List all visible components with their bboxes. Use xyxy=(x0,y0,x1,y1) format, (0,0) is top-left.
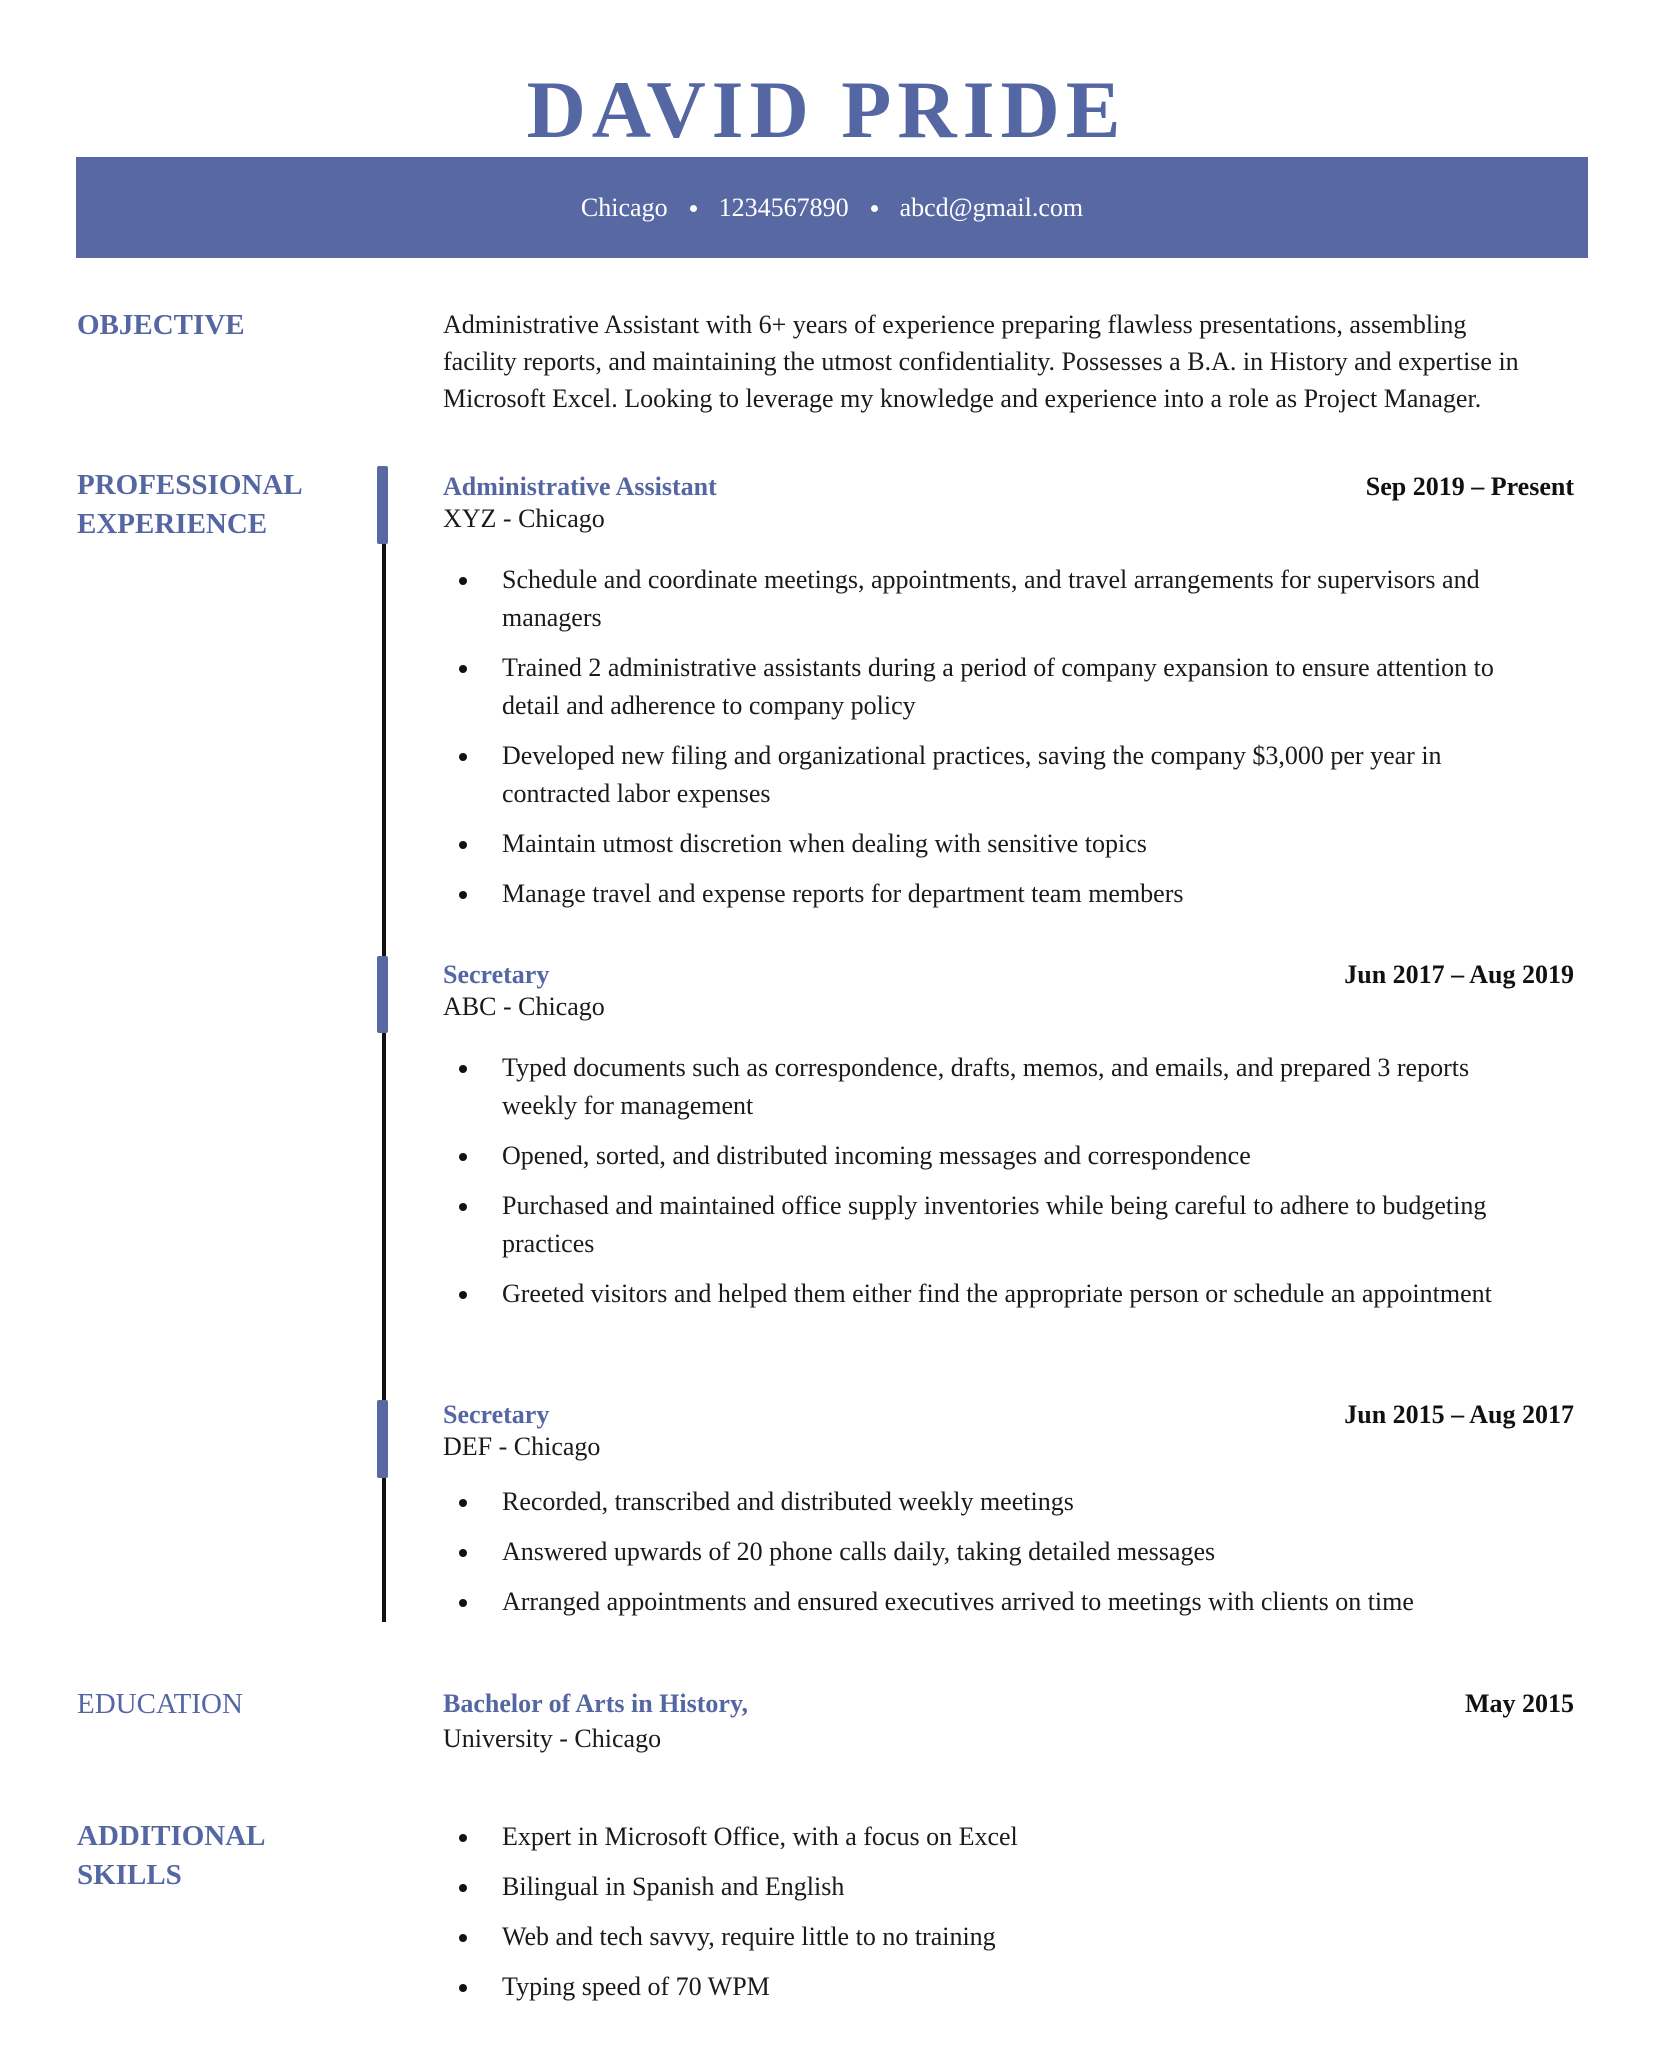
objective-text xyxy=(443,306,1583,417)
bullet-text: Purchased and maintained office supply inventories while being careful to adhere to budgeting practices xyxy=(502,1191,1487,1258)
objective-line: facility reports, and maintaining the utmost confidentiality. Possesses a B.A. in History and expertise in xyxy=(443,347,1519,376)
list-item xyxy=(443,1818,1502,1856)
section-label-line: PROFESSIONAL xyxy=(77,469,303,501)
bullet-text: Typed documents such as correspondence, drafts, memos, and emails, and prepared 3 reports weekly for management xyxy=(502,1053,1470,1120)
section-label-experience xyxy=(77,466,303,544)
section-label-line: SKILLS xyxy=(77,1859,182,1891)
list-item xyxy=(443,1275,1502,1313)
education-entry xyxy=(443,1688,1574,1755)
bullet-icon xyxy=(459,577,467,585)
candidate-name: DAVID PRIDE xyxy=(526,64,1127,155)
bullet-icon xyxy=(459,1203,467,1211)
bullet-icon xyxy=(459,891,467,899)
job-company: XYZ - Chicago xyxy=(443,504,605,533)
list-item xyxy=(443,1583,1502,1621)
job-bullets xyxy=(443,1483,1574,1621)
bullet-text: Developed new filing and organizational practices, saving the company $3,000 per year in contracted labor expenses xyxy=(502,741,1442,808)
list-item xyxy=(443,561,1502,637)
bullet-icon xyxy=(459,1599,467,1607)
list-item xyxy=(443,1868,1502,1906)
bullet-icon xyxy=(459,1984,467,1992)
bullet-text: Arranged appointments and ensured executives arrived to meetings with clients on time xyxy=(502,1587,1414,1616)
job-header xyxy=(443,1399,1574,1431)
skills-list-container xyxy=(443,1818,1574,2018)
section-label-line: ADDITIONAL xyxy=(77,1820,266,1852)
bullet-text: Recorded, transcribed and distributed weekly meetings xyxy=(502,1487,1074,1516)
bullet-icon xyxy=(459,1153,467,1161)
list-item xyxy=(443,649,1502,725)
bullet-separator-icon xyxy=(690,205,697,212)
job-title: Administrative Assistant xyxy=(443,472,717,501)
job-bullets xyxy=(443,1049,1574,1313)
contact-band xyxy=(76,157,1588,258)
list-item xyxy=(443,825,1502,863)
education-header xyxy=(443,1688,1574,1720)
bullet-icon xyxy=(459,1499,467,1507)
bullet-text: Schedule and coordinate meetings, appointments, and travel arrangements for supervisors and managers xyxy=(502,565,1480,632)
job-dates: Jun 2017 – Aug 2019 xyxy=(1344,960,1574,989)
section-label-education: EDUCATION xyxy=(77,1688,243,1720)
job-company: DEF - Chicago xyxy=(443,1432,601,1461)
list-item xyxy=(443,1049,1502,1125)
contact-line xyxy=(581,193,1083,223)
contact-city: Chicago xyxy=(580,192,668,222)
list-item xyxy=(443,737,1502,813)
degree: Bachelor of Arts in History, xyxy=(443,1689,749,1718)
contact-email[interactable]: abcd@gmail.com xyxy=(899,192,1084,222)
job-entry xyxy=(443,959,1574,1325)
section-label-objective: OBJECTIVE xyxy=(77,309,245,341)
job-header xyxy=(443,959,1574,991)
job-header xyxy=(443,471,1574,503)
bullet-icon xyxy=(459,841,467,849)
bullet-icon xyxy=(459,1065,467,1073)
contact-phone: 1234567890 xyxy=(718,192,849,222)
school: University - Chicago xyxy=(443,1724,662,1753)
bullet-icon xyxy=(459,1934,467,1942)
timeline-marker xyxy=(377,956,388,1033)
list-item xyxy=(443,1968,1502,2006)
bullet-text: Answered upwards of 20 phone calls daily, taking detailed messages xyxy=(502,1537,1216,1566)
timeline-marker xyxy=(377,466,388,544)
bullet-icon xyxy=(459,1834,467,1842)
job-dates: Sep 2019 – Present xyxy=(1365,472,1574,501)
graduation-date: May 2015 xyxy=(1464,1689,1574,1718)
bullet-icon xyxy=(459,665,467,673)
job-company: ABC - Chicago xyxy=(443,992,605,1021)
section-label-skills xyxy=(77,1817,266,1895)
list-item xyxy=(443,875,1502,913)
bullet-icon xyxy=(459,753,467,761)
objective-line: Microsoft Excel. Looking to leverage my knowledge and experience into a role as Project Manager. xyxy=(443,384,1482,413)
list-item xyxy=(443,1533,1502,1571)
bullet-icon xyxy=(459,1549,467,1557)
timeline-marker xyxy=(377,1400,388,1478)
skill-text: Typing speed of 70 WPM xyxy=(502,1972,770,2001)
job-entry xyxy=(443,1399,1574,1633)
skills-list xyxy=(443,1818,1574,2006)
job-title: Secretary xyxy=(443,1400,550,1429)
skill-text: Expert in Microsoft Office, with a focus on Excel xyxy=(502,1822,1018,1851)
list-item xyxy=(443,1187,1502,1263)
list-item xyxy=(443,1137,1502,1175)
objective-line: Administrative Assistant with 6+ years of experience preparing flawless presentations, assembling xyxy=(443,310,1467,339)
bullet-text: Manage travel and expense reports for department team members xyxy=(502,879,1184,908)
job-entry xyxy=(443,471,1574,925)
section-label-line: EXPERIENCE xyxy=(77,508,268,540)
list-item xyxy=(443,1483,1502,1521)
list-item xyxy=(443,1918,1502,1956)
job-title: Secretary xyxy=(443,960,550,989)
bullet-icon xyxy=(459,1291,467,1299)
bullet-icon xyxy=(459,1884,467,1892)
bullet-text: Maintain utmost discretion when dealing with sensitive topics xyxy=(502,829,1147,858)
bullet-text: Opened, sorted, and distributed incoming messages and correspondence xyxy=(502,1141,1251,1170)
bullet-text: Greeted visitors and helped them either find the appropriate person or schedule an appointment xyxy=(502,1279,1492,1308)
job-dates: Jun 2015 – Aug 2017 xyxy=(1344,1400,1574,1429)
skill-text: Bilingual in Spanish and English xyxy=(502,1872,845,1901)
bullet-text: Trained 2 administrative assistants during a period of company expansion to ensure attention to detail and adherence to company policy xyxy=(502,653,1494,720)
bullet-separator-icon xyxy=(871,205,878,212)
job-bullets xyxy=(443,561,1574,913)
skill-text: Web and tech savvy, require little to no training xyxy=(502,1922,996,1951)
